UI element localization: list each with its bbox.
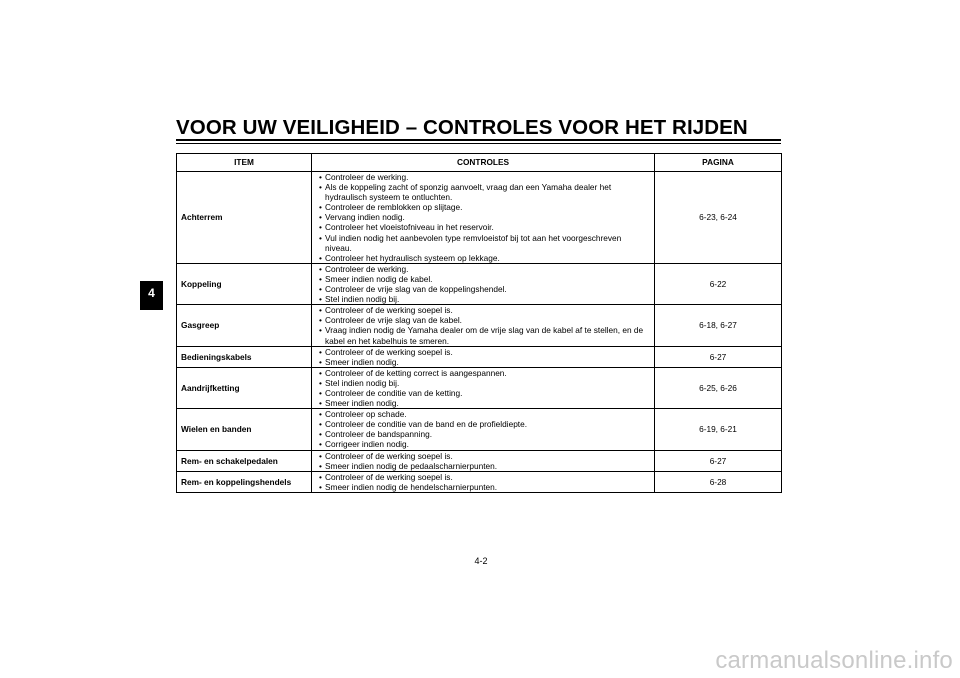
check-item: • Controleer of de werking soepel is. <box>316 472 650 482</box>
item-cell: Rem- en koppelingshendels <box>177 471 312 492</box>
item-cell: Wielen en banden <box>177 409 312 450</box>
check-item: • Controleer of de ketting correct is aangespannen. <box>316 368 650 378</box>
item-cell: Gasgreep <box>177 305 312 346</box>
check-list <box>316 264 650 304</box>
check-item: • Controleer de conditie van de ketting. <box>316 388 650 398</box>
check-item: • Controleer de conditie van de band en de profieldiepte. <box>316 419 650 429</box>
item-cell: Aandrijfketting <box>177 367 312 408</box>
chapter-tab-number: 4 <box>148 286 155 300</box>
check-item: • Controleer de vrije slag van de koppelingshendel. <box>316 284 650 294</box>
controls-cell <box>312 172 655 264</box>
check-item: • Controleer op schade. <box>316 409 650 419</box>
chapter-tab <box>140 281 163 310</box>
controls-cell <box>312 367 655 408</box>
item-cell: Koppeling <box>177 263 312 304</box>
check-item: • Controleer de bandspanning. <box>316 429 650 439</box>
check-item: • Stel indien nodig bij. <box>316 378 650 388</box>
check-item: • Stel indien nodig bij. <box>316 294 650 304</box>
check-item: • Controleer de vrije slag van de kabel. <box>316 315 650 325</box>
header-page: PAGINA <box>655 154 782 172</box>
check-item: • Controleer of de werking soepel is. <box>316 347 650 357</box>
table-row <box>177 172 782 264</box>
check-list <box>316 305 650 345</box>
item-cell: Rem- en schakelpedalen <box>177 450 312 471</box>
table-row <box>177 305 782 346</box>
page-cell: 6-23, 6-24 <box>655 172 782 264</box>
table-row <box>177 409 782 450</box>
check-item: • Controleer of de werking soepel is. <box>316 305 650 315</box>
check-item: • Corrigeer indien nodig. <box>316 439 650 449</box>
page-cell: 6-18, 6-27 <box>655 305 782 346</box>
table-row <box>177 263 782 304</box>
item-cell: Bedieningskabels <box>177 346 312 367</box>
check-item: • Controleer het vloeistofniveau in het reservoir. <box>316 222 650 232</box>
check-item: • Controleer of de werking soepel is. <box>316 451 650 461</box>
check-item: • Controleer de remblokken op slijtage. <box>316 202 650 212</box>
check-item: • Vraag indien nodig de Yamaha dealer om de vrije slag van de kabel af te stellen, en de kabel en het kabelhuis te smeren. <box>316 325 650 345</box>
table-row <box>177 346 782 367</box>
table-row <box>177 367 782 408</box>
check-list <box>316 347 650 367</box>
page-number: 4-2 <box>474 556 488 566</box>
check-item: • Vul indien nodig het aanbevolen type remvloeistof bij tot aan het voorgeschreven niveau. <box>316 233 650 253</box>
pre-ride-check-table <box>176 153 782 493</box>
controls-cell <box>312 346 655 367</box>
page-cell: 6-19, 6-21 <box>655 409 782 450</box>
check-item: • Smeer indien nodig de pedaalscharnierpunten. <box>316 461 650 471</box>
page-title: VOOR UW VEILIGHEID – CONTROLES VOOR HET RIJDEN <box>176 116 748 139</box>
table-row <box>177 471 782 492</box>
header-item: ITEM <box>177 154 312 172</box>
controls-cell <box>312 471 655 492</box>
check-item: • Smeer indien nodig de hendelscharnierpunten. <box>316 482 650 492</box>
page-cell: 6-25, 6-26 <box>655 367 782 408</box>
check-list <box>316 409 650 449</box>
item-cell: Achterrem <box>177 172 312 264</box>
title-rule-thick <box>176 139 781 141</box>
check-list <box>316 451 650 471</box>
table-header-row <box>177 154 782 172</box>
check-item: • Vervang indien nodig. <box>316 212 650 222</box>
check-list <box>316 172 650 263</box>
controls-cell <box>312 409 655 450</box>
title-rule-thin <box>176 143 781 144</box>
check-item: • Controleer de werking. <box>316 264 650 274</box>
check-item: • Smeer indien nodig. <box>316 357 650 367</box>
page-cell: 6-28 <box>655 471 782 492</box>
header-controls: CONTROLES <box>312 154 655 172</box>
controls-cell <box>312 263 655 304</box>
check-item: • Controleer het hydraulisch systeem op lekkage. <box>316 253 650 263</box>
check-list <box>316 472 650 492</box>
page-cell: 6-27 <box>655 450 782 471</box>
check-item: • Smeer indien nodig. <box>316 398 650 408</box>
check-item: • Als de koppeling zacht of sponzig aanvoelt, vraag dan een Yamaha dealer het hydraulisch systeem te ontluchten. <box>316 182 650 202</box>
page-cell: 6-22 <box>655 263 782 304</box>
controls-cell <box>312 450 655 471</box>
table-row <box>177 450 782 471</box>
table-body <box>177 172 782 493</box>
watermark: carmanualsonline.info <box>715 647 953 674</box>
check-item: • Smeer indien nodig de kabel. <box>316 274 650 284</box>
check-item: • Controleer de werking. <box>316 172 650 182</box>
check-list <box>316 368 650 408</box>
page-cell: 6-27 <box>655 346 782 367</box>
controls-cell <box>312 305 655 346</box>
